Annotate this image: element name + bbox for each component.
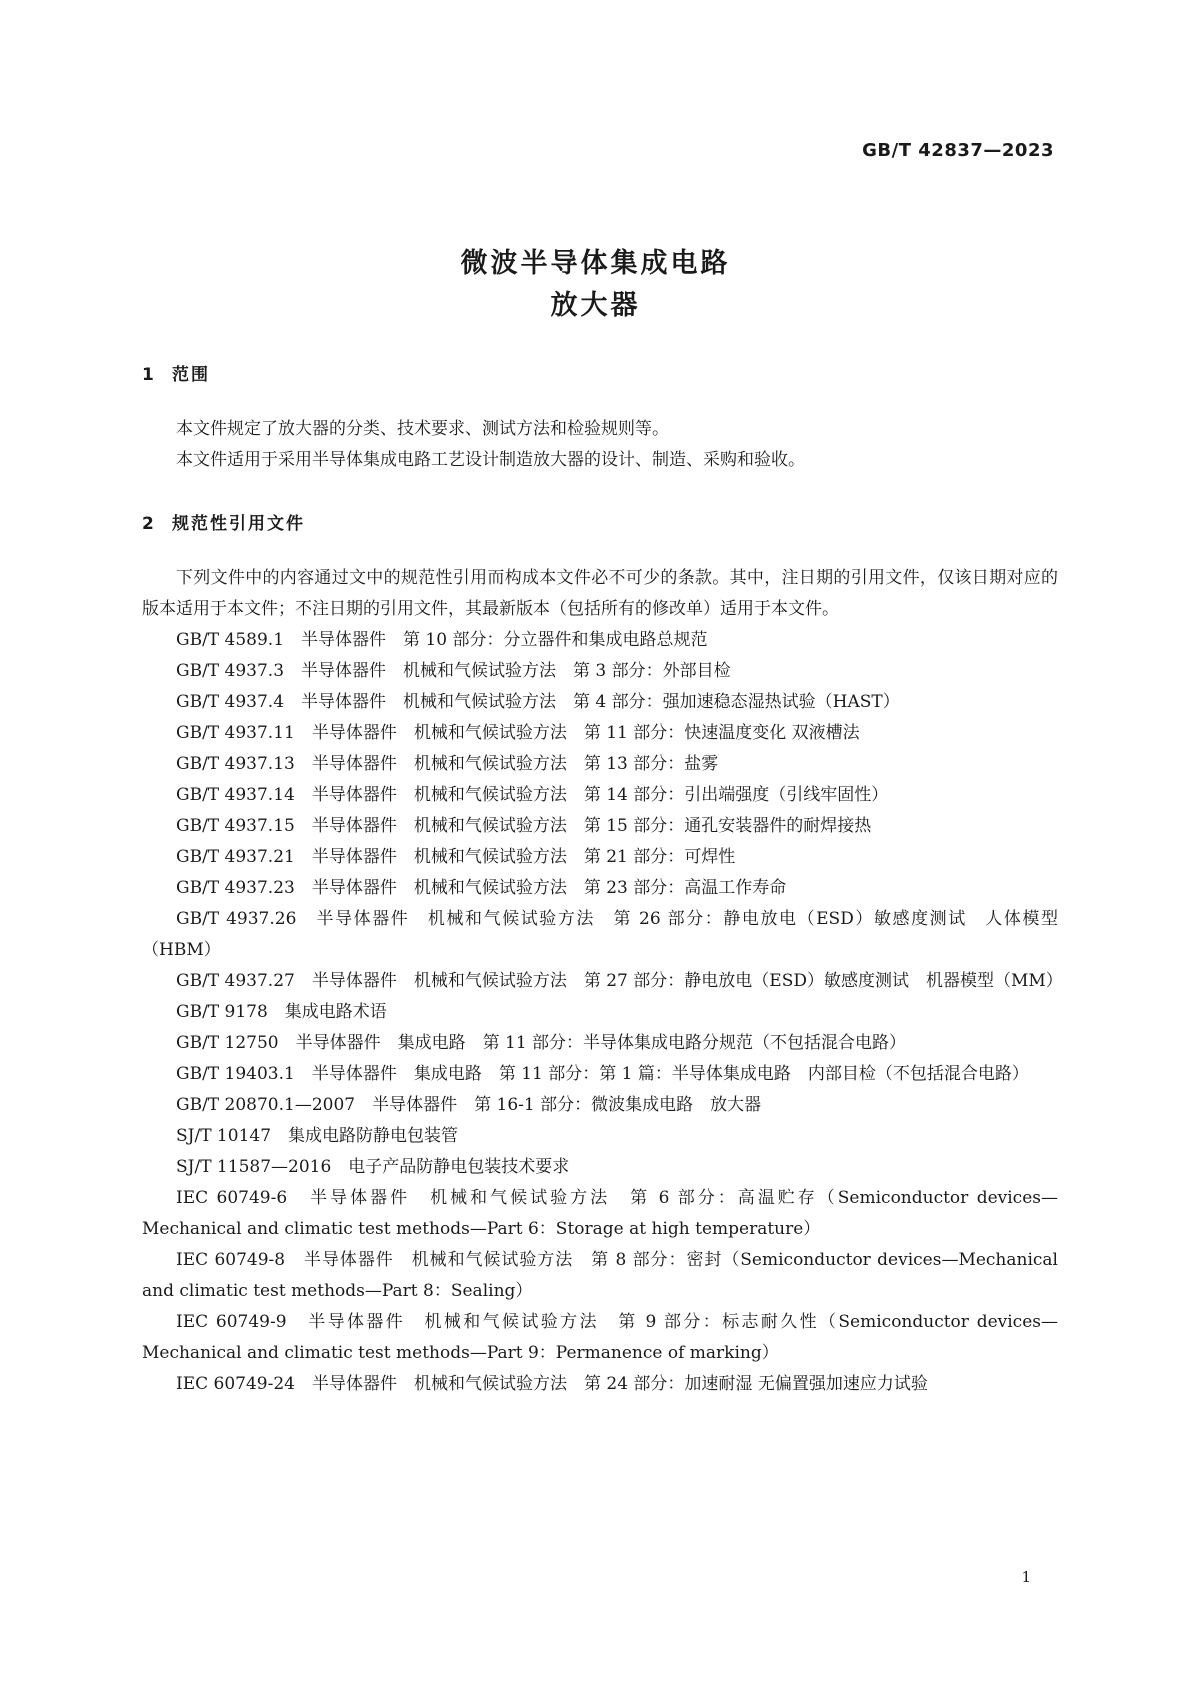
reference-item: SJ/T 11587—2016 电子产品防静电包装技术要求: [176, 1157, 570, 1177]
references-intro: 下列文件中的内容通过文中的规范性引用而构成本文件必不可少的条款。其中，注日期的引用文件，仅该日期对应的版本适用于本文件；不注日期的引用文件，其最新版本（包括所有的修改单）适用于本文件。: [142, 568, 1058, 619]
reference-item: GB/T 20870.1—2007 半导体器件 第 16-1 部分：微波集成电路 放大器: [176, 1095, 762, 1115]
reference-item: IEC 60749-24 半导体器件 机械和气候试验方法 第 24 部分：加速耐湿 无偏置强加速应力试验: [176, 1374, 928, 1394]
scope-paragraph-2: 本文件适用于采用半导体集成电路工艺设计制造放大器的设计、制造、采购和验收。: [176, 450, 805, 470]
section-number: 2: [142, 514, 156, 534]
reference-item: IEC 60749-8 半导体器件 机械和气候试验方法 第 8 部分：密封（Semiconductor devices—Mechanical and climatic test methods—Part 8：Sealing）: [142, 1250, 1058, 1301]
scope-body: [142, 414, 1058, 476]
reference-item: GB/T 4937.11 半导体器件 机械和气候试验方法 第 11 部分：快速温度变化 双液槽法: [176, 723, 860, 743]
standard-number: GB/T 42837—2023: [862, 140, 1054, 161]
reference-item: IEC 60749-6 半导体器件 机械和气候试验方法 第 6 部分：高温贮存（Semiconductor devices—Mechanical and climatic test methods—Part 6：Storage at high temperature）: [142, 1188, 1058, 1239]
document-title: [0, 243, 1191, 327]
title-line-2: 放大器: [550, 290, 641, 321]
reference-item: GB/T 4937.23 半导体器件 机械和气候试验方法 第 23 部分：高温工作寿命: [176, 878, 787, 898]
section-title: 规范性引用文件: [172, 514, 305, 534]
reference-item: IEC 60749-9 半导体器件 机械和气候试验方法 第 9 部分：标志耐久性（Semiconductor devices—Mechanical and climatic test methods—Part 9：Permanence of marking）: [142, 1312, 1058, 1363]
reference-item: GB/T 4937.27 半导体器件 机械和气候试验方法 第 27 部分：静电放电（ESD）敏感度测试 机器模型（MM）: [176, 971, 1063, 991]
reference-item: SJ/T 10147 集成电路防静电包装管: [176, 1126, 459, 1146]
reference-item: GB/T 9178 集成电路术语: [176, 1002, 387, 1022]
reference-item: GB/T 4589.1 半导体器件 第 10 部分：分立器件和集成电路总规范: [176, 630, 708, 650]
reference-item: GB/T 4937.4 半导体器件 机械和气候试验方法 第 4 部分：强加速稳态湿热试验（HAST）: [176, 692, 900, 712]
reference-item: GB/T 4937.14 半导体器件 机械和气候试验方法 第 14 部分：引出端强度（引线牢固性）: [176, 785, 889, 805]
section-number: 1: [142, 365, 156, 385]
page-number: 1: [1021, 1568, 1031, 1586]
section-heading-normative-references: [142, 509, 305, 534]
reference-item: GB/T 4937.13 半导体器件 机械和气候试验方法 第 13 部分：盐雾: [176, 754, 719, 774]
reference-item: GB/T 4937.3 半导体器件 机械和气候试验方法 第 3 部分：外部目检: [176, 661, 731, 681]
reference-item: GB/T 4937.26 半导体器件 机械和气候试验方法 第 26 部分：静电放电（ESD）敏感度测试 人体模型（HBM）: [142, 909, 1058, 960]
reference-list: [142, 625, 1063, 1400]
reference-item: GB/T 4937.21 半导体器件 机械和气候试验方法 第 21 部分：可焊性: [176, 847, 736, 867]
section-title: 范围: [172, 365, 210, 385]
reference-item: GB/T 19403.1 半导体器件 集成电路 第 11 部分：第 1 篇：半导体集成电路 内部目检（不包括混合电路）: [176, 1064, 1029, 1084]
reference-item: GB/T 4937.15 半导体器件 机械和气候试验方法 第 15 部分：通孔安装器件的耐焊接热: [176, 816, 872, 836]
title-line-1: 微波半导体集成电路: [460, 248, 731, 279]
scope-paragraph-1: 本文件规定了放大器的分类、技术要求、测试方法和检验规则等。: [176, 419, 669, 439]
references-body: [142, 563, 1063, 1400]
reference-item: GB/T 12750 半导体器件 集成电路 第 11 部分：半导体集成电路分规范（不包括混合电路）: [176, 1033, 907, 1053]
section-heading-scope: [142, 360, 210, 385]
